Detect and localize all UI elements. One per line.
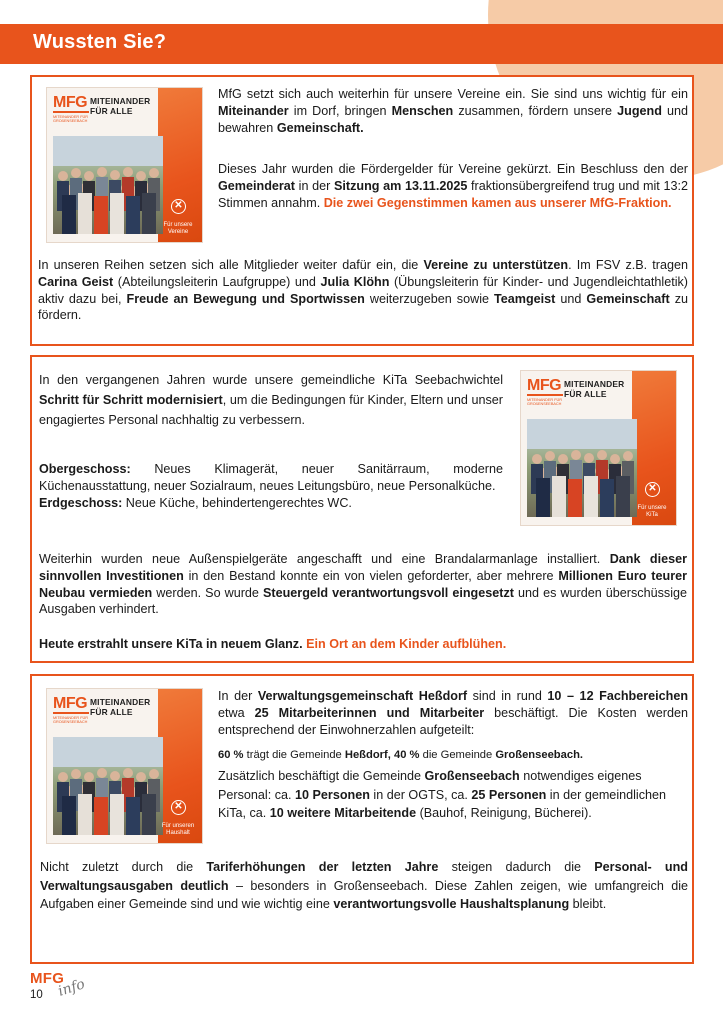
poster-logo-line <box>53 712 89 714</box>
group-photo <box>53 136 163 234</box>
page-number: 10 <box>30 989 43 1001</box>
group-photo-people <box>527 419 637 517</box>
kita-box <box>30 355 694 663</box>
poster-logo: MFG <box>53 695 88 712</box>
poster-orange-strip <box>158 88 202 243</box>
personal-paragraph: Zusätzlich beschäftigt die Gemeinde Großenseebach notwendiges eigenes Personal: ca. 10 Personen in der OGTS, ca. 25 Personen in der gemeindlichen KiTa, ca. 10 weitere Mitarbeitende (Bauhof, Reinigung, Bücherei). <box>218 769 667 820</box>
poster-title-line1: MITEINANDER <box>90 697 151 707</box>
footer-brand: MFG <box>30 970 65 987</box>
foerdergelder-paragraph: Dieses Jahr wurden die Fördergelder für Vereine gekürzt. Ein Beschluss den der Gemeinderat in der Sitzung am 13.11.2025 fraktionsübergreifend trug und mit 13:2 Stimmen annahm. Die zwei Gegenstimmen kamen aus unserer MfG-Fraktion. <box>218 162 688 210</box>
poster-title-line1: MITEINANDER <box>564 379 625 389</box>
group-photo-people <box>53 136 163 234</box>
poster-logo-sub: MITEINANDER FÜR GROßENSEEBACH <box>53 115 89 124</box>
poster-title-line2: FÜR ALLE <box>564 389 607 399</box>
group-photo-people <box>53 737 163 835</box>
footer-info-script: info <box>56 976 87 1000</box>
fsv-paragraph: In unseren Reihen setzen sich alle Mitglieder weiter dafür ein, die Vereine zu unterstützen. Im FSV z.B. tragen Carina Geist (Abteilungsleiterin Laufgruppe) und Julia Klöhn (Übungsleiterin für Kinder- und Jugendleichtathletik) aktiv dazu bei, Freude an Bewegung und Sportwissen weiterzugeben sowie Teamgeist und Gemeinschaft zu fördern. <box>38 258 689 323</box>
vereine-intro-paragraph: MfG setzt sich auch weiterhin für unsere Vereine ein. Sie sind uns wichtig für ein Miteinander im Dorf, bringen Menschen zusammen, fördern unsere Jugend und bewahren Gemeinschaft. <box>218 87 689 135</box>
group-photo <box>53 737 163 835</box>
kita-investitionen-paragraph: Weiterhin wurden neue Außenspielgeräte angeschafft und eine Brandalarmanlage installiert. Dank dieser sinnvollen Investitionen in den Bestand konnte ein von vielen geforderter, aber mehrere Millionen Euro teurer Neubau vermieden werden. So wurde Steuergeld verantwortungsvoll eingesetzt und es wurden überschüssige Ausgaben verhindert. <box>39 552 688 617</box>
poster-logo: MFG <box>53 94 88 111</box>
poster-logo-sub: MITEINANDER FÜR GROßENSEEBACH <box>53 716 89 725</box>
tarif-paragraph: Nicht zuletzt durch die Tariferhöhungen der letzten Jahre steigen dadurch die Personal- und Verwaltungsausgaben deutlich – besonders in Großenseebach. Diese Zahlen zeigen, wie umfangreich die Aufgaben einer Gemeinde sind und wie wichtig eine verantwortungsvolle Haushaltsplanung bleibt. <box>40 860 688 911</box>
poster-vereine <box>46 87 203 243</box>
poster-kita <box>520 370 677 526</box>
poster-orange-strip <box>632 371 676 526</box>
verwaltung-paragraph: In der Verwaltungsgemeinschaft Heßdorf sind in rund 10 – 12 Fachbereichen etwa 25 Mitarbeiterinnen und Mitarbeiter beschäftigt. Die Kosten werden entsprechend der Einwohnerzahlen aufgeteilt: <box>218 689 689 737</box>
poster-caption: Für unsere KiTa <box>637 505 667 518</box>
poster-logo-line <box>527 394 563 396</box>
poster-logo-sub: MITEINANDER FÜR GROßENSEEBACH <box>527 398 563 407</box>
poster-logo: MFG <box>527 377 562 394</box>
poster-caption: Für unsere Vereine <box>163 222 193 235</box>
page-title: Wussten Sie? <box>33 31 167 53</box>
kita-floors-paragraph: Obergeschoss: Neues Klimagerät, neuer Sanitärraum, moderne Küchenausstattung, neuer Sozialraum, neues Leitungsbüro, neue Personalküche. Erdgeschoss: Neue Küche, behindertengerechtes WC. <box>39 462 503 510</box>
kostenaufteilung-line: 60 % trägt die Gemeinde Heßdorf, 40 % die Gemeinde Großenseebach. <box>218 749 584 761</box>
haushalt-box <box>30 674 694 964</box>
poster-title-line2: FÜR ALLE <box>90 106 133 116</box>
ballot-cross-icon: ✕ <box>171 800 186 815</box>
poster-title-line1: MITEINANDER <box>90 96 151 106</box>
section-banner <box>0 24 723 64</box>
ballot-cross-icon: ✕ <box>645 482 660 497</box>
poster-logo-line <box>53 111 89 113</box>
kita-closing-paragraph: Heute erstrahlt unsere KiTa in neuem Glanz. Ein Ort an dem Kinder aufblühen. <box>39 637 507 651</box>
ballot-cross-icon: ✕ <box>171 199 186 214</box>
poster-haushalt <box>46 688 203 844</box>
group-photo <box>527 419 637 517</box>
vereine-box <box>30 75 694 346</box>
poster-title-line2: FÜR ALLE <box>90 707 133 717</box>
poster-orange-strip <box>158 689 202 844</box>
kita-intro-paragraph: In den vergangenen Jahren wurde unsere gemeindliche KiTa Seebachwichtel Schritt für Schritt modernisiert, um die Bedingungen für Kinder, Eltern und unser engagiertes Personal nachhaltig zu verbessern. <box>39 373 504 427</box>
poster-caption: Für unseren Haushalt <box>161 823 195 836</box>
